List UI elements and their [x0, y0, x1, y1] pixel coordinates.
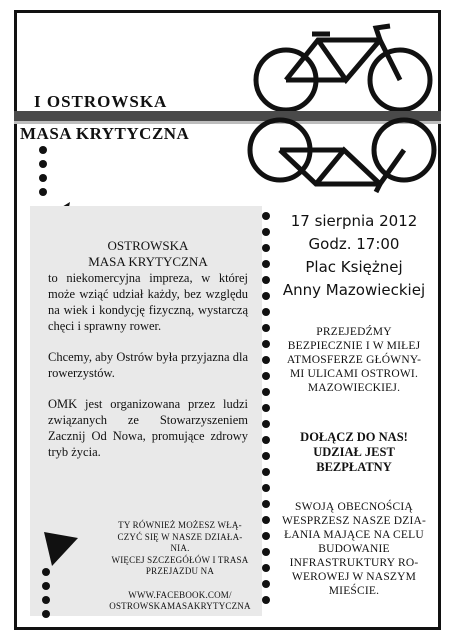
join-line: UDZIAŁ JEST	[313, 445, 395, 459]
facebook-link[interactable]: WWW.FACEBOOK.COM/	[128, 589, 232, 600]
ride-message	[275, 325, 433, 395]
small-line: WIĘCEJ SZCZEGÓŁÓW I TRASA	[111, 554, 249, 565]
facebook-link[interactable]: OSTROWSKAMASAKRYTYCZNA	[109, 601, 251, 611]
support-line: SWOJĄ OBECNOŚCIĄ	[295, 501, 413, 513]
join-line: DOŁĄCZ DO NAS!	[300, 430, 408, 444]
ride-line: MAZOWIECKIEJ.	[307, 382, 401, 394]
ride-line: BEZPIECZNIE I W MIŁEJ	[287, 340, 421, 352]
left-heading-1: OSTROWSKA	[107, 238, 189, 253]
event-time: Godz. 17:00	[308, 235, 400, 253]
join-callout	[275, 430, 433, 475]
support-line: WESPRZESZ NASZE DZIA-	[281, 515, 427, 527]
title-line-2: MASA KRYTYCZNA	[20, 124, 190, 143]
left-paragraph-3: OMK jest organizowana przez ludzi związanych ze Stowarzyszeniem Zacznij Od Nowa, promujące zdrowy tryb życia.	[48, 397, 248, 459]
left-text-block	[48, 238, 248, 475]
support-line: MIEŚCIE.	[328, 585, 380, 597]
arrow-bottom-icon	[38, 532, 78, 568]
small-line: PRZEJAZDU NA	[145, 566, 215, 576]
ride-line: MI ULICAMI OSTROWI.	[289, 368, 419, 380]
event-place-2: Anny Mazowieckiej	[282, 281, 426, 299]
join-line: BEZPŁATNY	[316, 460, 392, 474]
bicycle-inverted-icon	[244, 114, 440, 194]
left-paragraph-2: Chcemy, aby Ostrów była przyjazna dla rowerzystów.	[48, 350, 248, 380]
small-info-block	[100, 520, 260, 613]
left-heading-2: MASA KRYTYCZNA	[88, 254, 208, 269]
left-intro: to niekomercyjna impreza, w której może wziąć udział każdy, bez względu na wiek i kondycję fizyczną, wystarczą chęci i sprawny rower.	[48, 271, 248, 333]
support-line: BUDOWANIE	[318, 543, 390, 555]
event-place-1: Plac Księżnej	[305, 258, 403, 276]
support-line: ŁANIA MAJĄCE NA CELU	[284, 529, 424, 541]
support-message	[275, 500, 433, 598]
ride-line: ATMOSFERZE GŁÓWNY-	[286, 354, 422, 366]
support-line: WEROWEJ W NASZYM	[291, 571, 417, 583]
bicycle-top-icon	[248, 22, 438, 114]
title-line-1: I OSTROWSKA	[34, 92, 168, 111]
event-date: 17 sierpnia 2012	[290, 212, 418, 230]
ride-line: PRZEJEDŹMY	[316, 326, 392, 338]
small-line: NIA.	[170, 543, 190, 553]
small-line: CZYĆ SIĘ W NASZE DZIAŁA-	[117, 531, 243, 542]
small-line: TY RÓWNIEŻ MOŻESZ WŁĄ-	[118, 520, 242, 530]
event-details	[272, 210, 436, 302]
support-line: INFRASTRUKTURY RO-	[289, 557, 419, 569]
